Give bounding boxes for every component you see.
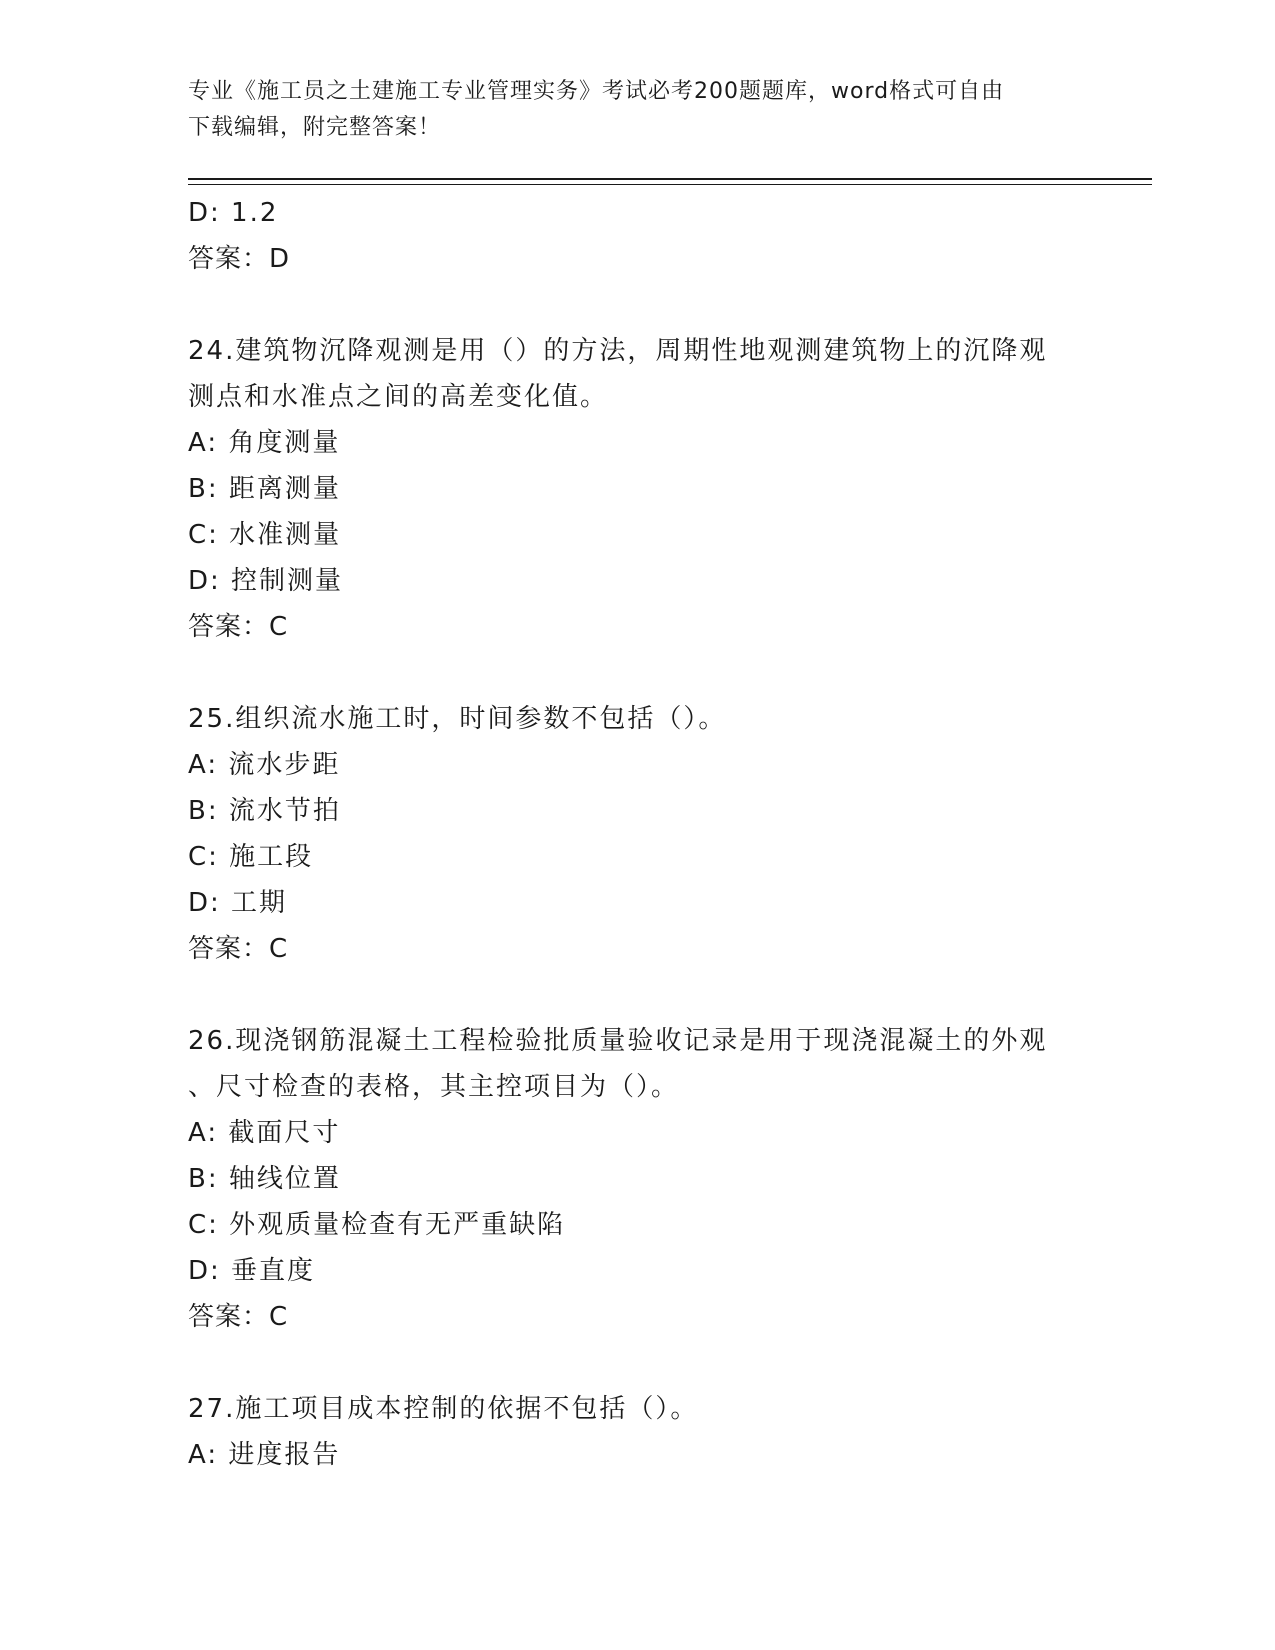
spacer xyxy=(188,972,1088,1018)
answer-line: 答案：C xyxy=(188,1302,289,1332)
header-line-2: 下载编辑，附完整答案！ xyxy=(188,115,442,140)
question-26 xyxy=(188,1018,1088,1340)
spacer xyxy=(188,1340,1088,1386)
option-b: B: 轴线位置 xyxy=(188,1164,341,1194)
question-27 xyxy=(188,1386,1088,1478)
option-d: D: 垂直度 xyxy=(188,1256,316,1286)
answer-line: 答案：C xyxy=(188,612,289,642)
question-25 xyxy=(188,696,1088,972)
option-d: D: 控制测量 xyxy=(188,566,344,596)
question-stem-line: 27.施工项目成本控制的依据不包括（）。 xyxy=(188,1394,699,1424)
question-content xyxy=(188,190,1088,1478)
header-divider-thin xyxy=(188,184,1152,185)
spacer xyxy=(188,650,1088,696)
option-a: A: 进度报告 xyxy=(188,1440,341,1470)
option-c: C: 外观质量检查有无严重缺陷 xyxy=(188,1210,566,1240)
previous-question-tail xyxy=(188,190,1088,282)
header-divider-thick xyxy=(188,178,1152,180)
header-line-1: 专业《施工员之土建施工专业管理实务》考试必考200题题库，word格式可自由 xyxy=(188,79,1005,104)
answer-line: 答案：C xyxy=(188,934,289,964)
question-24 xyxy=(188,328,1088,650)
spacer xyxy=(188,282,1088,328)
question-stem-line: 26.现浇钢筋混凝土工程检验批质量验收记录是用于现浇混凝土的外观 xyxy=(188,1026,1048,1056)
question-stem-line: 25.组织流水施工时，时间参数不包括（）。 xyxy=(188,704,727,734)
option-d: D: 1.2 xyxy=(188,198,279,228)
option-a: A: 截面尺寸 xyxy=(188,1118,341,1148)
option-b: B: 距离测量 xyxy=(188,474,341,504)
option-c: C: 施工段 xyxy=(188,842,314,872)
option-d: D: 工期 xyxy=(188,888,288,918)
question-stem-line: 、尺寸检查的表格，其主控项目为（）。 xyxy=(188,1072,680,1102)
answer-line: 答案：D xyxy=(188,244,291,274)
option-b: B: 流水节拍 xyxy=(188,796,341,826)
question-stem-line: 24.建筑物沉降观测是用（）的方法，周期性地观测建筑物上的沉降观 xyxy=(188,336,1048,366)
option-c: C: 水准测量 xyxy=(188,520,342,550)
option-a: A: 角度测量 xyxy=(188,428,341,458)
option-a: A: 流水步距 xyxy=(188,750,341,780)
document-header xyxy=(188,74,1088,146)
question-stem-line: 测点和水准点之间的高差变化值。 xyxy=(188,382,609,412)
